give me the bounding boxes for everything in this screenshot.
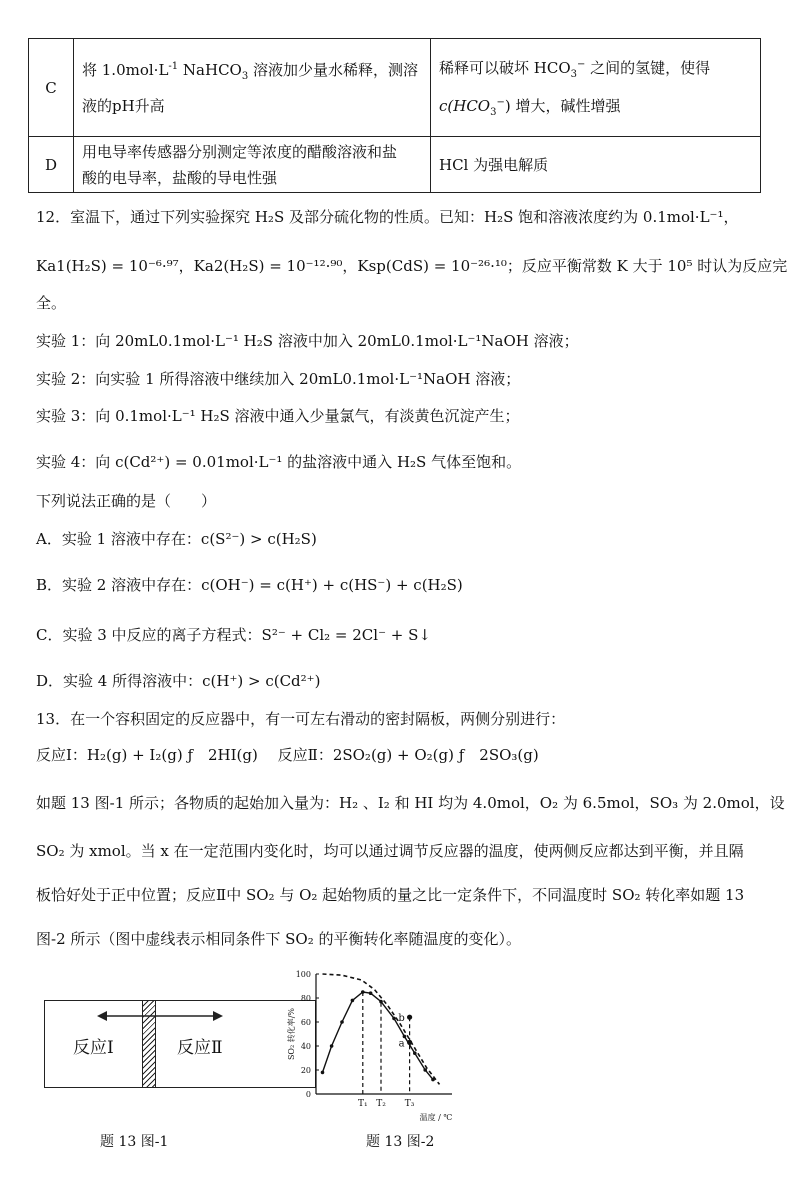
table-row: [29, 137, 761, 193]
row-operation: 用电导率传感器分别测定等浓度的醋酸溶液和盐 酸的电导率，盐酸的导电性强: [74, 137, 431, 193]
y-tick-label: 60: [300, 1018, 311, 1027]
q13-stem: 13．在一个容积固定的反应器中，有一可左右滑动的密封隔板，两侧分别进行：: [36, 710, 566, 728]
point-label-a: a: [398, 1038, 405, 1050]
data-point: [340, 1020, 344, 1024]
q12-option-d: D．实验 4 所得溶液中：c(H⁺) > c(Cd²⁺): [36, 672, 321, 690]
q12-ask: 下列说法正确的是（ ）: [36, 492, 217, 510]
q12-stem-3: 全。: [36, 294, 67, 312]
y-tick-label: 20: [300, 1066, 311, 1075]
options-table: [28, 38, 761, 193]
temperature-label: T₁: [357, 1099, 368, 1109]
row-operation: 将 $1.0mol\cdot L^{-1}$ NaHCO$_3$ 溶液加少量水稀释，测溶 液的pH升高: [74, 39, 431, 137]
figure-2-chart: [280, 962, 460, 1132]
q13-para-2: SO₂ 为 xmol。当 x 在一定范围内变化时，均可以通过调节反应器的温度，使两侧反应都达到平衡，并且隔: [36, 842, 744, 860]
point-a: [407, 1040, 412, 1045]
q13-para-1: 如题 13 图-1 所示；各物质的起始加入量为：H₂ 、I₂ 和 HI 均为 4.0mol，O₂ 为 6.5mol，SO₃ 为 2.0mol，设: [36, 794, 785, 812]
row-explanation: HCl 为强电解质: [431, 137, 761, 193]
q12-exp3: 实验 3：向 0.1mol·L⁻¹ H₂S 溶液中通入少量氯气，有淡黄色沉淀产生；: [36, 407, 520, 425]
y-tick-label: 40: [300, 1042, 311, 1051]
x-axis-label: 温度 / ℃: [419, 1113, 453, 1122]
point-label-b: b: [398, 1013, 405, 1025]
q12-option-a: A．实验 1 溶液中存在：c(S²⁻) > c(H₂S): [36, 530, 317, 548]
q12-stem-1: 12．室温下，通过下列实验探究 H₂S 及部分硫化物的性质。已知：H₂S 饱和溶液浓度约为 0.1mol·L⁻¹，: [36, 208, 739, 226]
temperature-label: T₂: [376, 1099, 386, 1109]
q13-para-4: 图-2 所示（图中虚线表示相同条件下 SO₂ 的平衡转化率随温度的变化）。: [36, 930, 522, 948]
figure-1-reactor: [44, 1000, 316, 1088]
q12-stem-2: Ka1(H₂S) = 10⁻⁶·⁹⁷，Ka2(H₂S) = 10⁻¹²·⁹⁰，Ksp(CdS) = 10⁻²⁶·¹⁰；反应平衡常数 K 大于 10⁵ 时认为反应完: [36, 257, 788, 275]
temperature-label: T₃: [404, 1099, 415, 1109]
reaction-1-label: 反应Ⅰ: [73, 1038, 114, 1058]
q13-reactions: 反应Ⅰ：H₂(g) + I₂(g) ƒ 2HI(g) 反应Ⅱ：2SO₂(g) + O₂(g) ƒ 2SO₃(g): [36, 746, 539, 764]
q12-option-b: B．实验 2 溶液中存在：c(OH⁻) = c(H⁺) + c(HS⁻) + c(H₂S): [36, 576, 463, 594]
data-point: [369, 991, 373, 995]
figure-1-caption: 题 13 图-1: [100, 1134, 169, 1150]
figure-2-caption: 题 13 图-2: [366, 1134, 435, 1150]
q12-exp4: 实验 4：向 c(Cd²⁺) = 0.01mol·L⁻¹ 的盐溶液中通入 H₂S 气体至饱和。: [36, 453, 522, 471]
data-point: [330, 1044, 334, 1048]
data-point: [351, 999, 355, 1003]
row-explanation: 稀释可以破坏 $HCO_3^-$ 之间的氢键，使得 $c(HCO_3^-)$ 增大，碱性增强: [431, 39, 761, 137]
double-arrow-icon: [95, 1009, 225, 1023]
conversion-curve: [323, 992, 434, 1080]
q12-option-c: C．实验 3 中反应的离子方程式：S²⁻ + Cl₂ = 2Cl⁻ + S↓: [36, 626, 431, 644]
data-point: [392, 1017, 396, 1021]
reaction-2-label: 反应Ⅱ: [177, 1038, 223, 1058]
data-point: [413, 1051, 417, 1055]
point-b: [407, 1015, 412, 1020]
data-point: [321, 1071, 325, 1075]
y-tick-label: 0: [305, 1090, 311, 1099]
row-label: D: [29, 137, 74, 193]
table-row: [29, 39, 761, 137]
y-tick-label: 100: [295, 970, 311, 979]
row-label: C: [29, 39, 74, 137]
y-tick-label: 80: [300, 994, 311, 1003]
q13-para-3: 板恰好处于正中位置；反应Ⅱ中 SO₂ 与 O₂ 起始物质的量之比一定条件下，不同温度时 SO₂ 转化率如题 13: [36, 886, 745, 904]
q12-exp1: 实验 1：向 20mL0.1mol·L⁻¹ H₂S 溶液中加入 20mL0.1mol·L⁻¹NaOH 溶液；: [36, 332, 579, 350]
q12-exp2: 实验 2：向实验 1 所得溶液中继续加入 20mL0.1mol·L⁻¹NaOH 溶液；: [36, 370, 521, 388]
y-axis-label: SO₂ 转化率/%: [287, 1007, 296, 1061]
